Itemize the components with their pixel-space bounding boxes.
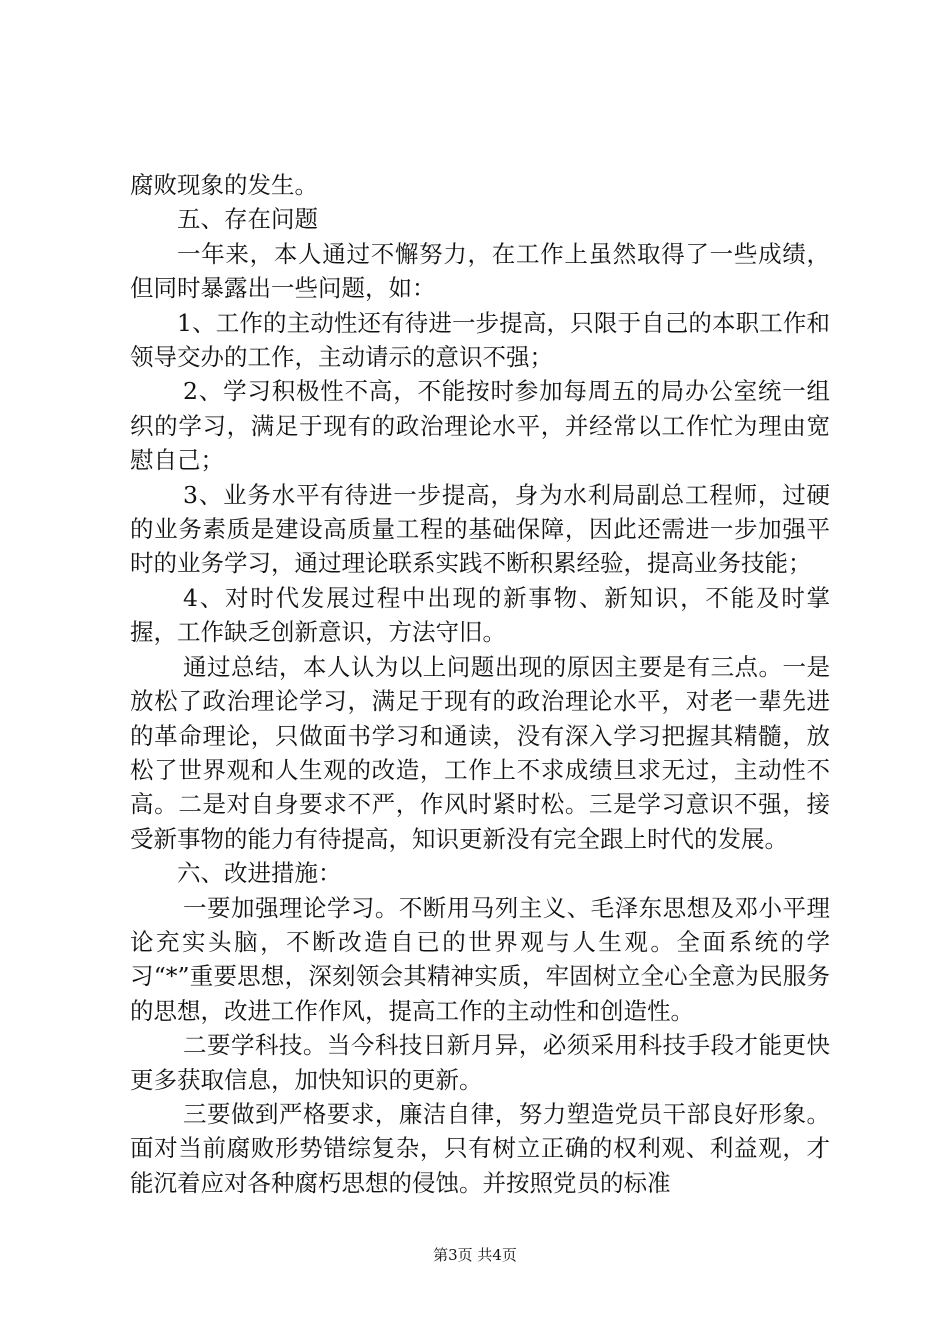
page-footer — [0, 1245, 950, 1265]
paragraph-summary: 通过总结，本人认为以上问题出现的原因主要是有三点。一是放松了政治理论学习，满足于现有的政治理论水平，对老一辈先进的革命理论，只做面书学习和通读，没有深入学习把握其精髓，放松了世界观和人生观的改造，工作上不求成绩旦求无过，主动性不高。二是对自身要求不严，作风时紧时松。三是学习意识不强，接受新事物的能力有待提高，知识更新没有完全跟上时代的发展。 — [130, 652, 830, 853]
list-item-4: 4、对时代发展过程中出现的新事物、新知识，不能及时掌握，工作缺乏创新意识，方法守旧。 — [130, 583, 830, 647]
paragraph-intro: 一年来，本人通过不懈努力，在工作上虽然取得了一些成绩，但同时暴露出一些问题，如： — [130, 239, 830, 303]
measure-3: 三要做到严格要求，廉洁自律，努力塑造党员干部良好形象。面对当前腐败形势错综复杂，只有树立正确的权利观、利益观，才能沉着应对各种腐朽思想的侵蚀。并按照党员的标准 — [130, 1099, 830, 1197]
paragraph-continuation: 腐败现象的发生。 — [130, 171, 318, 199]
list-item-3: 3、业务水平有待进一步提高，身为水利局副总工程师，过硬的业务素质是建设高质量工程的基础保障，因此还需进一步加强平时的业务学习，通过理论联系实践不断积累经验，提高业务技能； — [130, 480, 830, 578]
section-heading-problems: 五、存在问题 — [177, 205, 318, 234]
document-body — [130, 168, 830, 1200]
list-item-2: 2、学习积极性不高，不能按时参加每周五的局办公室统一组织的学习，满足于现有的政治理论水平，并经常以工作忙为理由宽慰自己； — [130, 377, 830, 475]
measure-2: 二要学科技。当今科技日新月异，必须采用科技手段才能更快更多获取信息，加快知识的更新。 — [130, 1031, 830, 1094]
page-number: 第3页 共4页 — [433, 1246, 517, 1264]
measure-1: 一要加强理论学习。不断用马列主义、毛泽东思想及邓小平理论充实头脑，不断改造自已的世界观与人生观。全面系统的学习“*”重要思想，深刻领会其精神实质，牢固树立全心全意为民服务的思想，改进工作作风，提高工作的主动性和创造性。 — [130, 893, 830, 1025]
list-item-1: 1、工作的主动性还有待进一步提高，只限于自己的本职工作和领导交办的工作，主动请示的意识不强； — [130, 308, 830, 372]
section-heading-measures: 六、改进措施： — [177, 859, 342, 888]
